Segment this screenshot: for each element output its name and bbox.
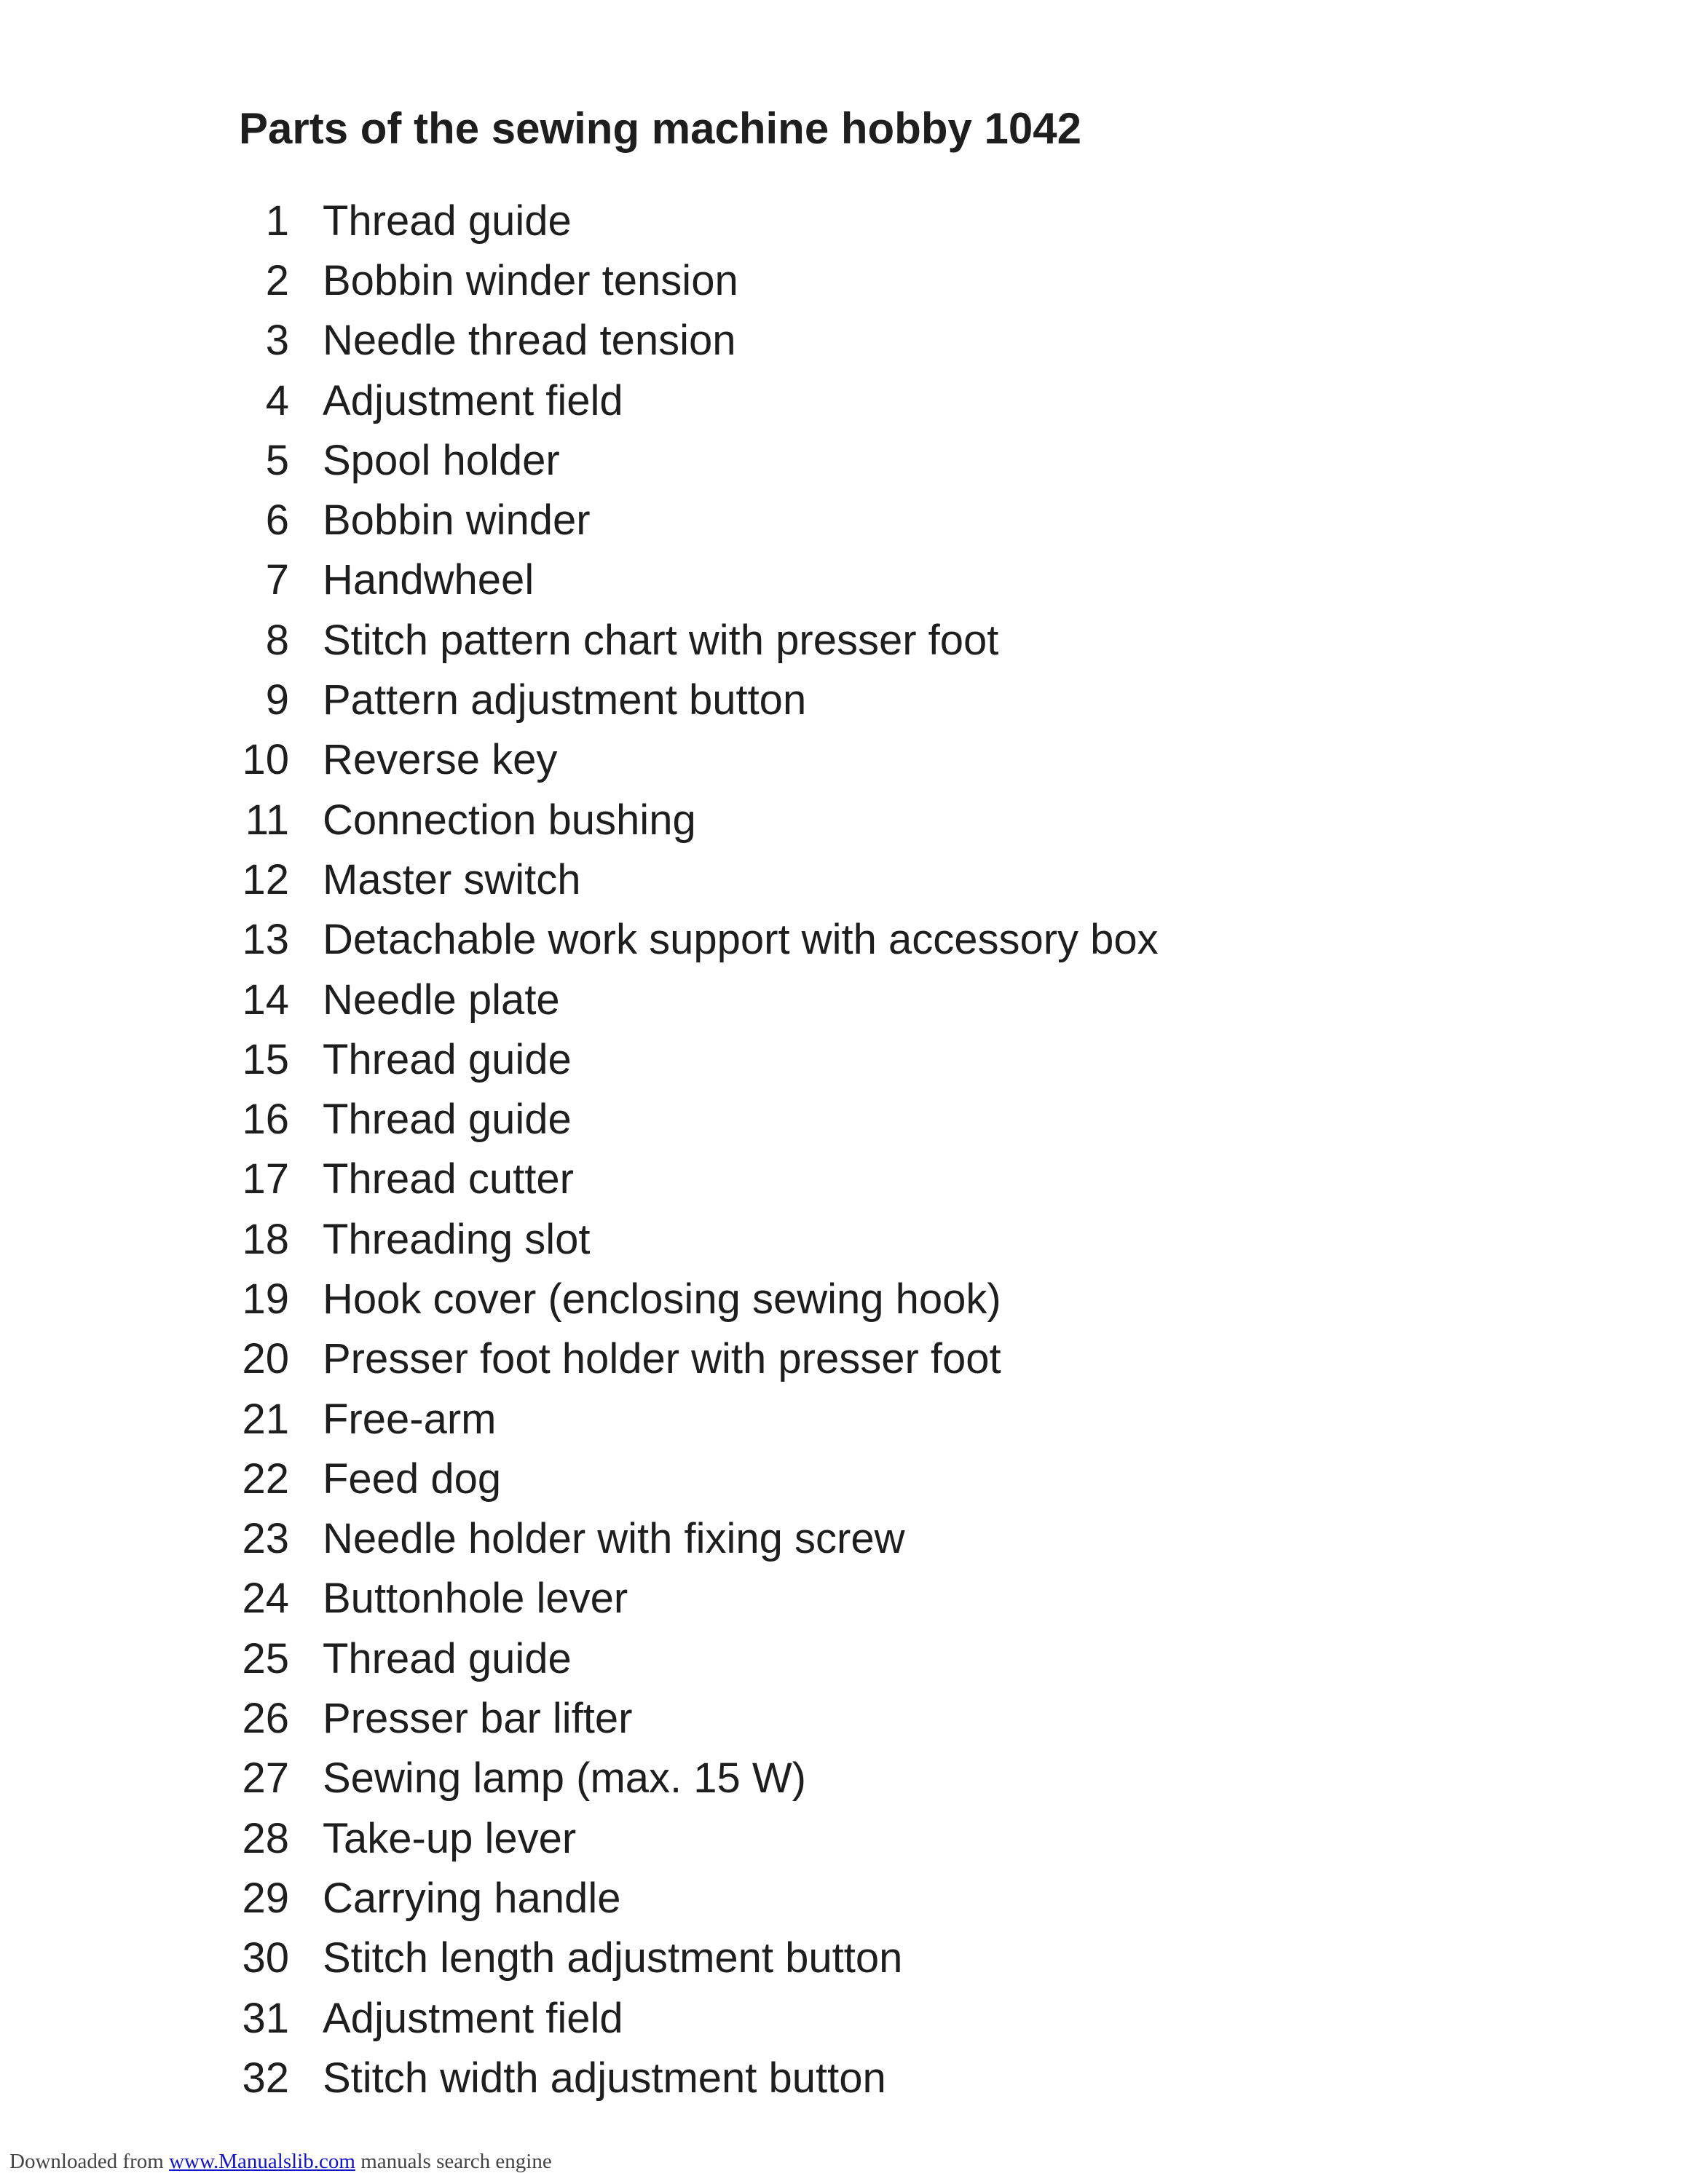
list-item: [239, 910, 1159, 970]
parts-list: [239, 191, 1159, 2108]
part-number: 18: [242, 1215, 289, 1263]
part-number: 17: [242, 1155, 289, 1203]
part-label: Threading slot: [323, 1215, 591, 1263]
part-label: Needle plate: [323, 976, 560, 1024]
list-item: [239, 1509, 1159, 1569]
page-title: Parts of the sewing machine hobby 1042: [239, 104, 1081, 153]
part-number: 3: [265, 317, 289, 365]
list-item: [239, 311, 1159, 371]
part-number: 22: [242, 1455, 289, 1503]
list-item: [239, 490, 1159, 550]
part-label: Adjustment field: [323, 1994, 623, 2042]
list-item: [239, 1569, 1159, 1629]
part-label: Detachable work support with accessory box: [323, 916, 1159, 964]
part-label: Needle holder with fixing screw: [323, 1515, 905, 1563]
list-item: [239, 1688, 1159, 1748]
part-label: Thread guide: [323, 197, 572, 245]
part-number: 30: [242, 1934, 289, 1982]
list-item: [239, 1389, 1159, 1449]
part-label: Pattern adjustment button: [323, 676, 807, 724]
part-label: Stitch pattern chart with presser foot: [323, 616, 999, 664]
list-item: [239, 670, 1159, 729]
part-number: 29: [242, 1874, 289, 1922]
list-item: [239, 2048, 1159, 2108]
list-item: [239, 1868, 1159, 1928]
part-label: Bobbin winder: [323, 496, 591, 545]
part-label: Take-up lever: [323, 1814, 577, 1862]
list-item: [239, 1808, 1159, 1868]
part-label: Thread cutter: [323, 1155, 574, 1203]
part-number: 5: [265, 436, 289, 484]
list-item: [239, 430, 1159, 490]
part-label: Hook cover (enclosing sewing hook): [323, 1275, 1001, 1323]
part-number: 24: [242, 1575, 289, 1623]
part-number: 7: [265, 556, 289, 604]
part-label: Presser bar lifter: [323, 1695, 633, 1743]
part-label: Needle thread tension: [323, 317, 736, 365]
list-item: [239, 970, 1159, 1029]
list-item: [239, 1928, 1159, 1988]
part-number: 27: [242, 1754, 289, 1803]
part-label: Feed dog: [323, 1455, 502, 1503]
part-number: 15: [242, 1035, 289, 1083]
list-item: [239, 1150, 1159, 1209]
list-item: [239, 850, 1159, 909]
part-number: 26: [242, 1695, 289, 1743]
list-item: [239, 1029, 1159, 1089]
part-label: Carrying handle: [323, 1874, 621, 1922]
part-label: Stitch length adjustment button: [323, 1934, 903, 1982]
part-number: 12: [242, 855, 289, 903]
list-item: [239, 371, 1159, 430]
part-number: 23: [242, 1515, 289, 1563]
list-item: [239, 730, 1159, 790]
part-number: 8: [265, 616, 289, 664]
part-label: Thread guide: [323, 1096, 572, 1144]
part-label: Stitch width adjustment button: [323, 2054, 886, 2102]
list-item: [239, 1329, 1159, 1389]
part-number: 25: [242, 1634, 289, 1682]
part-number: 2: [265, 256, 289, 304]
list-item: [239, 1749, 1159, 1808]
part-label: Bobbin winder tension: [323, 256, 738, 304]
list-item: [239, 1209, 1159, 1269]
part-number: 19: [242, 1275, 289, 1323]
part-number: 31: [242, 1994, 289, 2042]
list-item: [239, 610, 1159, 670]
footer-prefix: Downloaded from: [9, 2150, 164, 2173]
part-number: 28: [242, 1814, 289, 1862]
list-item: [239, 1269, 1159, 1329]
footer: [9, 2150, 552, 2174]
part-number: 10: [242, 736, 289, 784]
part-label: Reverse key: [323, 736, 558, 784]
part-label: Spool holder: [323, 436, 560, 484]
list-item: [239, 1449, 1159, 1508]
part-label: Buttonhole lever: [323, 1575, 628, 1623]
part-label: Thread guide: [323, 1035, 572, 1083]
part-label: Thread guide: [323, 1634, 572, 1682]
list-item: [239, 250, 1159, 310]
footer-suffix: manuals search engine: [360, 2150, 552, 2173]
list-item: [239, 1629, 1159, 1688]
part-label: Sewing lamp (max. 15 W): [323, 1754, 806, 1803]
part-number: 4: [265, 376, 289, 424]
list-item: [239, 1089, 1159, 1149]
part-number: 13: [242, 916, 289, 964]
part-label: Handwheel: [323, 556, 535, 604]
list-item: [239, 790, 1159, 850]
part-number: 16: [242, 1096, 289, 1144]
list-item: [239, 550, 1159, 610]
part-number: 1: [265, 197, 289, 245]
part-number: 11: [245, 796, 289, 844]
part-number: 21: [242, 1395, 289, 1443]
part-label: Free-arm: [323, 1395, 497, 1443]
list-item: [239, 191, 1159, 250]
part-number: 14: [242, 976, 289, 1024]
list-item: [239, 1988, 1159, 2048]
part-label: Adjustment field: [323, 376, 623, 424]
part-number: 9: [265, 676, 289, 724]
part-label: Connection bushing: [323, 796, 696, 844]
part-label: Presser foot holder with presser foot: [323, 1335, 1001, 1383]
part-number: 32: [242, 2054, 289, 2102]
manualslib-link[interactable]: www.Manualslib.com: [169, 2150, 355, 2173]
part-number: 6: [265, 496, 289, 545]
part-label: Master switch: [323, 855, 581, 903]
part-number: 20: [242, 1335, 289, 1383]
